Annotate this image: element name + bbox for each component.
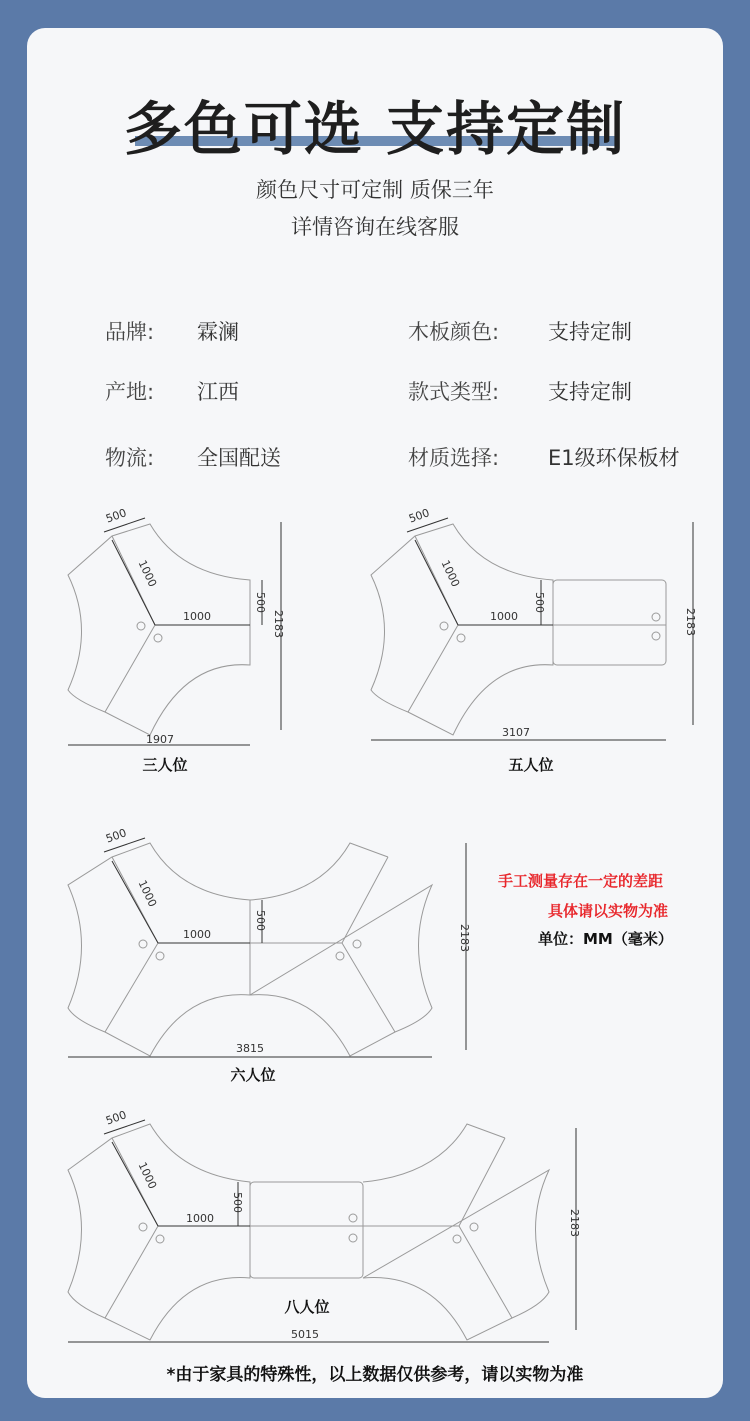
layout-label-six: 六人位	[230, 1066, 276, 1084]
spec-material-key: 材质选择:	[408, 446, 500, 470]
dim-6-height: 2183	[458, 924, 471, 952]
dim-3-height: 2183	[272, 610, 285, 638]
layout-label-three: 三人位	[142, 756, 188, 774]
subtitle-line-1: 颜色尺寸可定制 质保三年	[256, 178, 494, 202]
diagram-five-seat	[371, 518, 693, 740]
footer-disclaimer: *由于家具的特殊性，以上数据仅供参考，请以实物为准	[166, 1365, 584, 1385]
dim-6-width: 3815	[236, 1042, 264, 1055]
spec-origin-value: 江西	[197, 380, 239, 404]
dim-6-500-top: 500	[104, 826, 129, 846]
spec-brand-value: 霖澜	[197, 320, 239, 344]
layout-label-eight: 八人位	[284, 1298, 330, 1316]
dim-3-1000-horizontal: 1000	[183, 610, 211, 623]
dim-5-1000-slant: 1000	[438, 558, 463, 590]
note-measure-diff: 手工测量存在一定的差距	[498, 872, 664, 890]
dim-6-1000-horizontal: 1000	[183, 928, 211, 941]
dim-6-1000-slant: 1000	[135, 878, 160, 910]
diagram-three-seat	[68, 518, 281, 745]
dim-3-500-side: 500	[254, 592, 267, 613]
spec-logistics-key: 物流:	[105, 446, 155, 470]
spec-origin-key: 产地:	[105, 380, 155, 404]
spec-style-key: 款式类型:	[408, 380, 500, 404]
dim-5-500-side: 500	[533, 592, 546, 613]
layout-label-five: 五人位	[508, 756, 554, 774]
dim-8-1000-horizontal: 1000	[186, 1212, 214, 1225]
dim-3-width: 1907	[146, 733, 174, 746]
spec-color-value: 支持定制	[548, 320, 632, 344]
dim-5-width: 3107	[502, 726, 530, 739]
spec-style-value: 支持定制	[548, 380, 632, 404]
page-title: 多色可选 支持定制	[123, 95, 627, 163]
spec-material-value: E1级环保板材	[548, 446, 680, 470]
note-unit: 单位：MM（毫米）	[538, 930, 673, 948]
spec-color-key: 木板颜色:	[408, 320, 500, 344]
dim-5-500-top: 500	[407, 506, 432, 526]
dim-8-1000-slant: 1000	[135, 1160, 160, 1192]
dim-3-1000-slant: 1000	[135, 558, 160, 590]
dim-3-500-top: 500	[104, 506, 129, 526]
dim-6-500-side: 500	[254, 910, 267, 931]
diagram-six-seat	[68, 838, 466, 1057]
dim-8-width: 5015	[291, 1328, 319, 1341]
dim-8-500-side: 500	[231, 1192, 244, 1213]
dim-8-500-top: 500	[104, 1108, 129, 1128]
dim-5-height: 2183	[684, 608, 697, 636]
spec-brand-key: 品牌:	[105, 320, 155, 344]
dim-8-height: 2183	[568, 1209, 581, 1237]
note-actual-product: 具体请以实物为准	[548, 902, 669, 920]
dim-5-1000-horizontal: 1000	[490, 610, 518, 623]
spec-logistics-value: 全国配送	[197, 446, 281, 470]
subtitle-line-2: 详情咨询在线客服	[291, 215, 459, 239]
